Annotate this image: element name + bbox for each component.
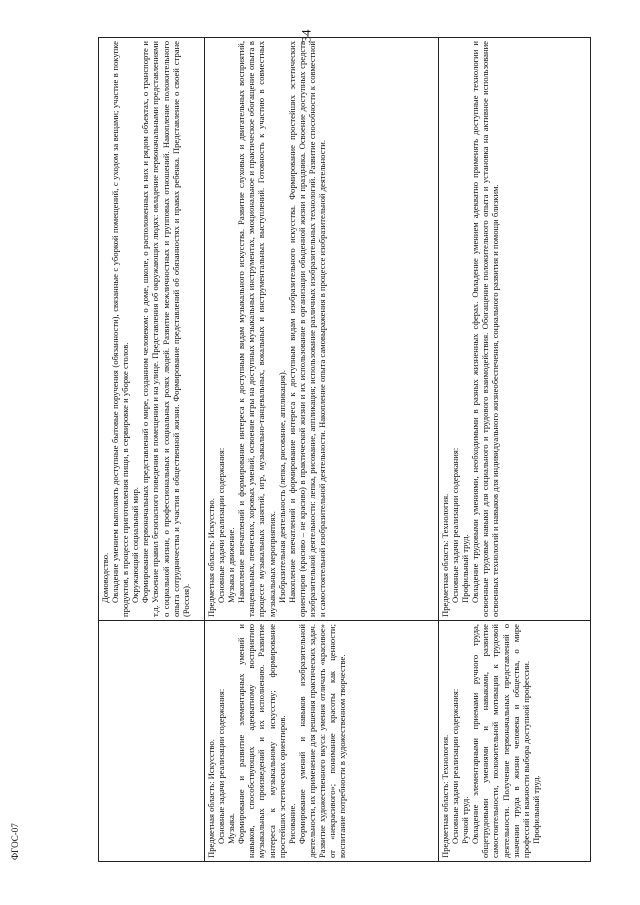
- paragraph: Овладение элементарными приемами ручного труда, общетрудовыми умениями и навыками, развитие самостоятельности, положительной мотивации к трудовой деятельности. Получение первоначальных представлений о значении труда в жизни человека и общества, о мире профессий и важности выбора доступной профессии.: [470, 624, 531, 858]
- paragraph: Основные задачи реализации содержания:: [450, 688, 461, 844]
- curriculum-table: [98, 37, 591, 862]
- right-cell: [205, 38, 439, 621]
- paragraph: Формирование и развитие элементарных умений и навыков, способствующих адекватному восприятию музыкальных произведений и их исполнению. Развитие интереса к музыкальному искусству; формирование простейших эстетических ориентиров.: [236, 624, 287, 858]
- paragraph: Предметная область: Технология.: [440, 493, 450, 617]
- paragraph: Домоводство.: [100, 552, 110, 603]
- paragraph: Основные задачи реализации содержания:: [216, 447, 227, 603]
- paragraph: Музыка.: [226, 813, 237, 844]
- paragraph: Профильный труд.: [530, 775, 541, 844]
- table-row: [439, 38, 591, 862]
- paragraph: Овладение умением выполнять доступные бытовые поручения (обязанности), связанные с уборкой помещений, с уходом за вещами; участие в покупке продуктов, в процессе приготовления пищи, в сервировке и уборке столов.: [110, 41, 131, 617]
- table-row: [205, 38, 439, 862]
- paragraph: Предметная область: Технология.: [440, 734, 450, 858]
- paragraph: Формирование первоначальных представлений о мире, созданном человеком: о доме, школе, о расположенных в них и рядом объектах, о транспорте и т.д. Усвоение правил безопасного поведения в помещении и на улице. Представления об окружающих людях: овладение первоначальными представлениями о социальной жизни, о профессиональных и социальных ролях людей. Развитие межличностных и групповых отношений. Накопление положительного опыта сотрудничества и участия в общественной жизни. Формирование представлений об обязанностях и правах ребенка. Представление о своей стране (Россия).: [140, 41, 191, 617]
- paragraph: Рисование.: [286, 803, 297, 844]
- page-number: 34: [298, 29, 314, 43]
- left-cell: [205, 621, 439, 862]
- left-cell: [439, 621, 591, 862]
- paragraph: Профильный труд.: [460, 534, 471, 603]
- table-row: [99, 38, 205, 862]
- paragraph: Музыка и движение.: [226, 527, 237, 603]
- right-cell: [99, 38, 205, 621]
- paragraph: Овладение трудовыми умениями, необходимыми в разных жизненных сферах. Овладение умением адекватно применять доступные технологии и освоенные трудовые навыки для социального и трудового взаимодействия. Обогащение положительного опыта и установка на активное использование освоенных технологий и навыков для индивидуального жизнеобеспечения, социального развития и помощи близким.: [470, 41, 501, 617]
- left-cell: [99, 621, 205, 862]
- paragraph: Формирование умений и навыков изобразительной деятельности, их применение для решения практических задач. Развитие художественного вкуса: умения отличать «красивое» от «некрасивого»; понимание красоты как ценности; воспитание потребности в художественном творчестве.: [296, 624, 348, 858]
- paragraph: Предметная область: Искусство.: [206, 739, 216, 858]
- footer-code: ФГОС-07: [10, 823, 20, 860]
- paragraph: Окружающий социальный мир.: [130, 487, 141, 603]
- paragraph: Предметная область: Искусство.: [206, 498, 216, 617]
- paragraph: Изобразительная деятельность (лепка, рисование, аппликация).: [276, 370, 287, 603]
- paragraph: Ручной труд.: [460, 796, 471, 844]
- paragraph: Накопление впечатлений и формирование интереса к доступным видам музыкального искусства. Развитие слуховых и двигательных восприятий, танцевальных, певческих, хоровых умений, освоение игры на доступных музыкальных инструментах, эмоциональное и практическое обогащение опыта в процессе музыкальных занятий, игр, музыкально-танцевальных, вокальных и инструментальных выступлений. Готовность к участию в совместных музыкальных мероприятиях.: [236, 41, 277, 617]
- right-cell: [439, 38, 591, 621]
- paragraph: Накопление впечатлений и формирование интереса к доступным видам изобразительного искусства. Формирование простейших эстетических ориентиров (красиво – не красиво) в практической жизни и их использование в организации обыденной жизни и праздника. Освоение доступных средств изобразительной деятельности: лепка, рисование, аппликация; использование различных изобразительных технологий. Развитие способности к совместной и самостоятельной изобразительной деятельности. Накопление опыта самовыражения в процессе изобразительной деятельности.: [286, 41, 328, 617]
- paragraph: Основные задачи реализации содержания:: [450, 447, 461, 603]
- rotated-content: [98, 41, 590, 862]
- paragraph: Основные задачи реализации содержания:: [216, 688, 227, 844]
